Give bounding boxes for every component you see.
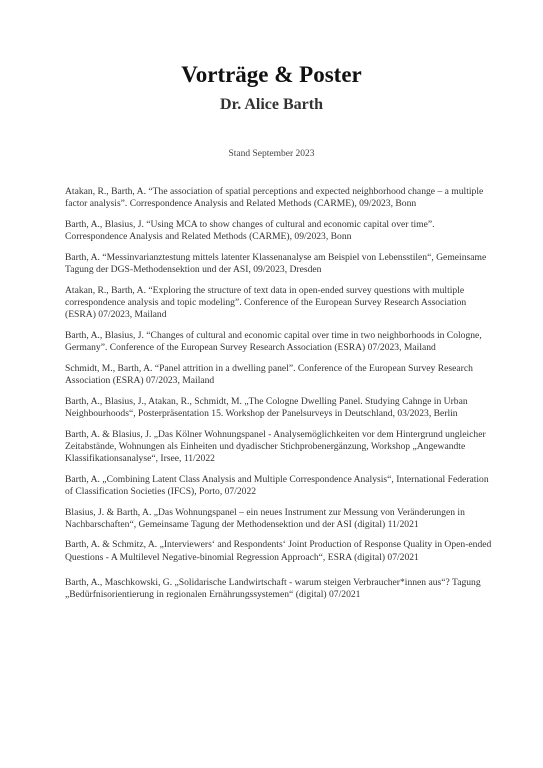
list-item: Barth, A., Blasius, J. “Using MCA to show changes of cultural and economic capital over time”. Correspondence Analysis and Related Methods (CARME), 09/2023, Bonn [65,218,435,243]
list-item: Barth, A., Blasius, J., Atakan, R., Schmidt, M. „The Cologne Dwelling Panel. Studying Cahnge in Urban Neighbourhoods“, Posterpräsentation 15. Workshop der Panelsurveys in Deutschland, 03/2023, Berlin [65,395,468,419]
page-title: Vorträge & Poster [181,62,362,87]
list-item: Barth, A. & Schmitz, A. „Interviewers‘ and Respondents‘ Joint Production of Response Quality in Open-ended Questions - A Multilevel Negative-binomial Regression Approach“, ESRA (digital) 07/2021 [65,539,492,563]
list-item: Barth, A. “Messinvarianztestung mittels latenter Klassenanalyse am Beispiel von Lebensstilen“, Gemeinsame Tagung der DGS-Methodensektion und der ASI, 09/2023, Dresden [65,251,487,276]
list-item: Barth, A., Maschkowski, G. „Solidarische Landwirtschaft - warum steigen Verbraucher*innen aus“? Tagung „Bedürfnisorientierung in regionalen Ernährungssystemen“ (digital) 07/2021 [65,576,481,601]
list-item: Atakan, R., Barth, A. “Exploring the structure of text data in open-ended survey questions with multiple correspondence analysis and topic modeling”. Conference of the European Survey Research Association (ESRA) 07/2023, Mailand [65,284,467,321]
list-item: Schmidt, M., Barth, A. “Panel attrition in a dwelling panel”. Conference of the European Survey Research Association (ESRA) 07/2023, Mailand [65,362,473,386]
list-item: Barth, A. & Blasius, J. „Das Kölner Wohnungspanel - Analysemöglichkeiten vor dem Hintergrund ungleicher Zeitabstände, Wohnungen als Einheiten und dyadischer Stichprobenergänzung, Workshop „Angewandte Klassifikationsanalyse“, Irsee, 11/2022 [65,428,486,464]
list-item: Barth, A., Blasius, J. “Changes of cultural and economic capital over time in two neighborhoods in Cologne, Germany”. Conference of the European Survey Research Association (ESRA) 07/2023, Mailand [65,329,482,354]
list-item: Barth, A. „Combining Latent Class Analysis and Multiple Correspondence Analysis“, International Federation of Classification Societies (IFCS), Porto, 07/2022 [65,473,489,497]
list-item: Blasius, J. & Barth, A. „Das Wohnungspanel – ein neues Instrument zur Messung von Veränderungen in Nachbarschaften“, Gemeinsame Tagung der Methodensektion und der ASI (digital) 11/2021 [65,506,465,530]
talks-list [65,186,495,610]
list-item: Atakan, R., Barth, A. “The association of spatial perceptions and expected neighborhood change – a multiple factor analysis”. Correspondence Analysis and Related Methods (CARME), 09/2023, Bonn [65,186,484,210]
author-name: Dr. Alice Barth [220,96,323,113]
status-date: Stand September 2023 [228,149,315,159]
